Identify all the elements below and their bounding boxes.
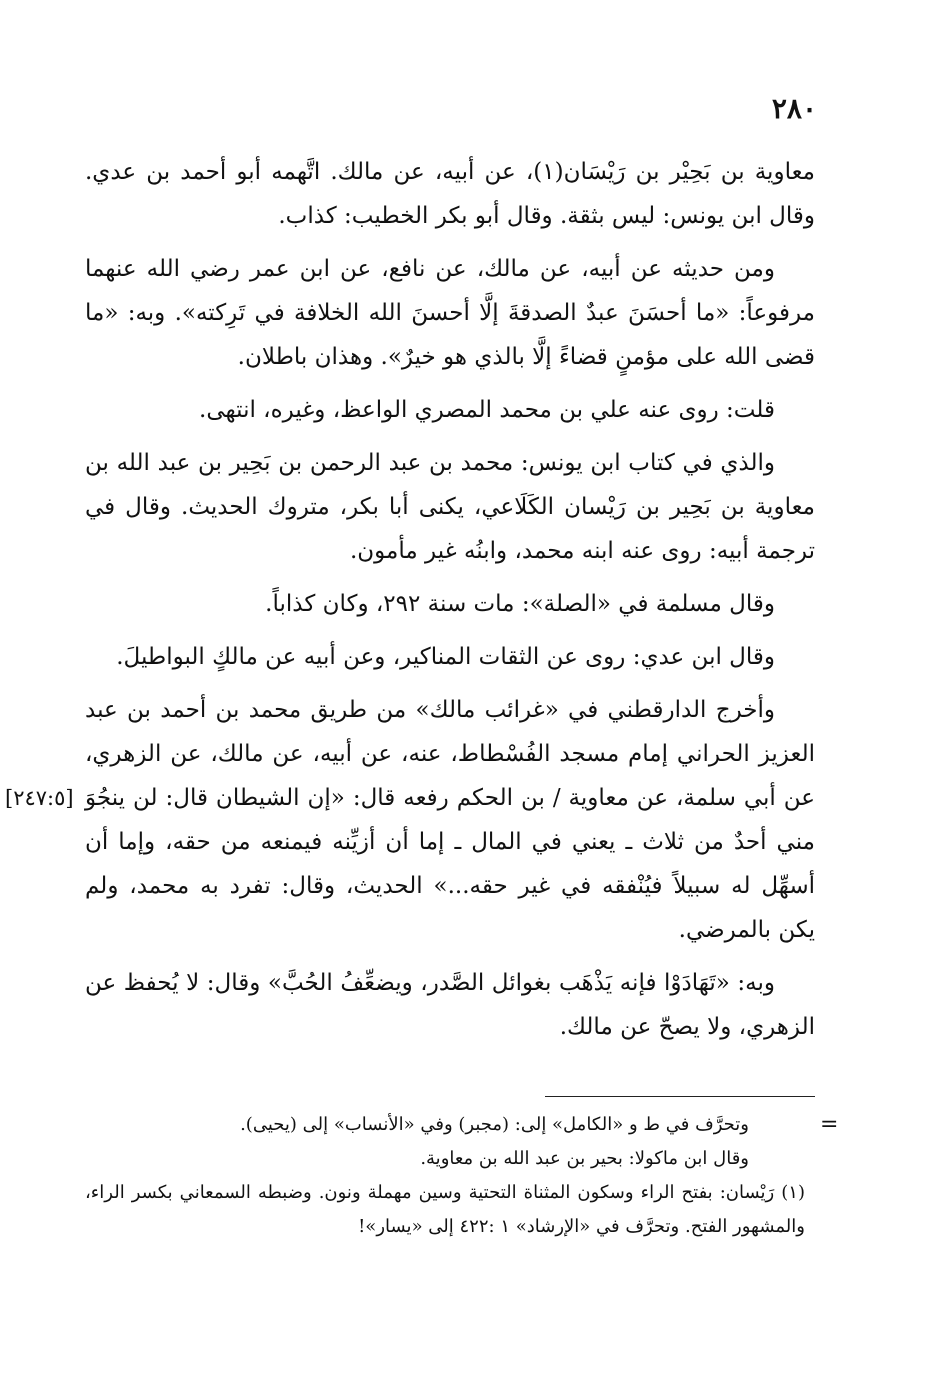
paragraph-1: معاوية بن بَحِيْر بن رَيْسَان(١)، عن أبيه، عن مالك. اتَّهمه أبو أحمد بن عدي. وقال ابن يونس: ليس بثقة. وقال أبو بكر الخطيب: كذاب. [85, 159, 815, 229]
footnote-divider [545, 1096, 815, 1097]
footnote-continue-mark: = [820, 1112, 839, 1137]
paragraph-2: ومن حديثه عن أبيه، عن مالك، عن نافع، عن ابن عمر رضي الله عنهما مرفوعاً: «ما أحسَنَ عبدٌ الصدقةَ إلَّا أحسنَ الله الخلافة في تَرِكته». وبه: «ما قضى الله على مؤمنٍ قضاءً إلَّا بالذي هو خيرٌ». وهذان باطلان. [85, 256, 815, 370]
paragraph-8: وبه: «تَهَادَوْا فإنه يَذْهَب بغوائل الصَّدر، ويضعِّفُ الحُبَّ» وقال: لا يُحفظ عن الزهري، ولا يصحّ عن مالك. [85, 970, 815, 1040]
paragraph-4: والذي في كتاب ابن يونس: محمد بن عبد الرحمن بن بَحِير بن عبد الله بن معاوية بن بَحِير بن رَيْسان الكَلَاعي، يكنى أبا بكر، متروك الحديث. وقال في ترجمة أبيه: روى عنه ابنه محمد، وابنُه غير مأمون. [85, 450, 815, 564]
footnotes [85, 1108, 805, 1244]
page-number: ٢٨٠ [771, 92, 817, 125]
paragraph-6: وقال ابن عدي: روى عن الثقات المناكير، وعن أبيه عن مالكٍ البواطيلَ. [116, 644, 775, 670]
margin-reference: [٢٤٧:٥] [5, 786, 74, 810]
paragraph-7: وأخرج الدارقطني في «غرائب مالك» من طريق محمد بن أحمد بن عبد العزيز الحراني إمام مسجد الفُسْطاط، عنه، عن أبيه، عن مالك، عن الزهري، عن أبي سلمة، عن معاوية / بن الحكم رفعه قال: «إن الشيطان قال: لن ينجُوَ مني أحدٌ من ثلاث ـ يعني في المال ـ إما أن أزيِّنه فيمنعه من حقه، وإما أن أسهِّل له سبيلاً فيُنْفقه في غير حقه...» الحديث، وقال: تفرد به محمد، ولم يكن بالمرضي. [85, 697, 815, 943]
footnote-line-2: وقال ابن ماكولا: بحير بن عبد الله بن معاوية. [420, 1148, 749, 1169]
footnote-1: (١) رَيْسان: بفتح الراء وسكون المثناة التحتية وسين مهملة ونون. وضبطه السمعاني بكسر الراء، والمشهور الفتح. وتحرَّف في «الإرشاد» ١ :٤٢٢ إلى «يسار»! [85, 1182, 805, 1237]
paragraph-5: وقال مسلمة في «الصلة»: مات سنة ٢٩٢، وكان كذاباً. [265, 591, 775, 617]
footnote-line-1: وتحرَّف في ط و «الكامل» إلى: (مجبر) وفي «الأنساب» إلى (يحيى). [240, 1114, 749, 1135]
main-text [5, 150, 815, 1058]
paragraph-3: قلت: روى عنه علي بن محمد المصري الواعظ، وغيره، انتهى. [199, 397, 775, 423]
